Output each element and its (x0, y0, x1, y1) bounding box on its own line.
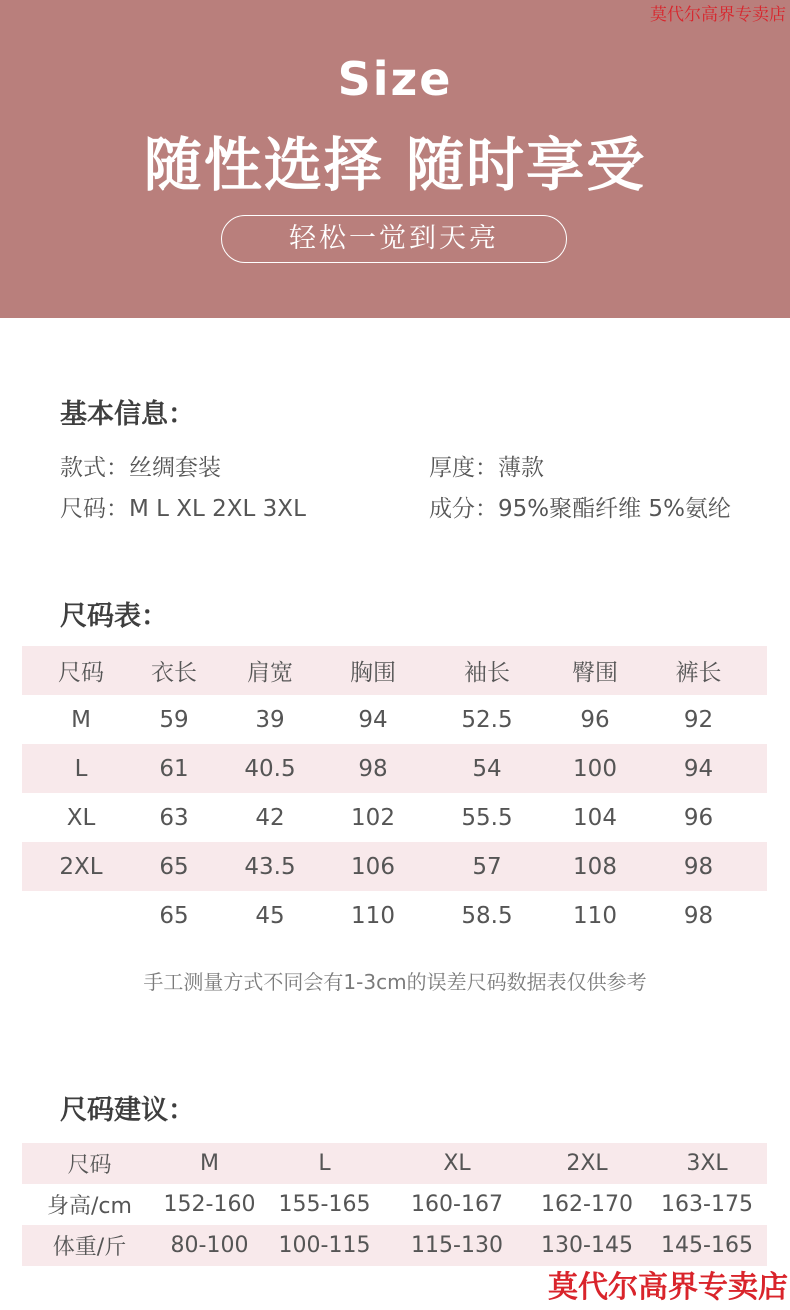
header-cell: 衣长 (140, 646, 208, 695)
table-cell (22, 891, 140, 940)
table-cell: L (22, 744, 140, 793)
header-banner (0, 0, 790, 318)
info-thickness: 厚度：薄款 (429, 455, 544, 481)
table-cell: 55.5 (461, 804, 513, 831)
header-cell: 臀围 (560, 646, 630, 695)
header-cell: 尺码 (22, 1143, 157, 1184)
table-cell: 63 (159, 804, 189, 831)
table-cell: 40.5 (208, 744, 332, 793)
header-cell: 尺码 (22, 646, 140, 695)
table-cell: 39 (255, 706, 285, 733)
table-cell: 98 (332, 744, 414, 793)
info-sizes: 尺码：M L XL 2XL 3XL (60, 496, 306, 522)
table-cell: 57 (414, 842, 560, 891)
header-cell: M (157, 1143, 262, 1184)
table-cell: M (71, 706, 91, 733)
table-cell: 65 (140, 842, 208, 891)
watermark-bottom: 莫代尔高界专卖店 (548, 1270, 788, 1305)
table-cell: 152-160 (163, 1192, 256, 1217)
table-cell: 61 (140, 744, 208, 793)
table-cell: 98 (630, 842, 767, 891)
table-row (22, 891, 767, 940)
table-cell: 110 (573, 902, 617, 929)
size-heading: Size (337, 52, 453, 106)
table-row (22, 695, 767, 744)
table-cell: 100-115 (262, 1225, 387, 1266)
table-cell: 110 (351, 902, 395, 929)
table-cell: 104 (573, 804, 617, 831)
table-cell: 163-175 (661, 1192, 753, 1217)
table-cell: 106 (332, 842, 414, 891)
table-cell: 102 (351, 804, 395, 831)
table-cell: 98 (683, 902, 714, 929)
table-cell: 100 (560, 744, 630, 793)
table-row (22, 1225, 767, 1266)
table-cell: 145-165 (647, 1225, 767, 1266)
table-cell: 80-100 (157, 1225, 262, 1266)
table-row (22, 793, 767, 842)
size-table-title: 尺码表： (60, 601, 168, 632)
table-cell: 155-165 (278, 1192, 371, 1217)
header-cell: XL (387, 1143, 527, 1184)
size-table-header-row (22, 646, 767, 695)
table-cell: 59 (159, 706, 189, 733)
table-cell: 52.5 (461, 706, 513, 733)
info-material: 成分：95%聚酯纤维 5%氨纶 (429, 496, 731, 522)
table-cell: 45 (255, 902, 285, 929)
table-cell: 42 (255, 804, 285, 831)
headline: 随性选择 随时享受 (143, 131, 647, 199)
table-cell: 96 (683, 804, 714, 831)
recommendation-title: 尺码建议： (60, 1095, 195, 1126)
table-cell: 94 (358, 706, 388, 733)
measurement-note: 手工测量方式不同会有1-3cm的误差尺码数据表仅供参考 (143, 970, 647, 994)
header-cell: 2XL (527, 1143, 647, 1184)
table-cell: 96 (580, 706, 610, 733)
recommendation-table (22, 1143, 767, 1266)
table-cell: 体重/斤 (22, 1225, 157, 1266)
table-cell: 162-170 (541, 1192, 633, 1217)
table-cell: 43.5 (208, 842, 332, 891)
table-cell: 130-145 (527, 1225, 647, 1266)
table-row (22, 1184, 767, 1225)
table-row (22, 744, 767, 793)
table-cell: 65 (159, 902, 189, 929)
table-cell: 115-130 (387, 1225, 527, 1266)
watermark-top: 莫代尔高界专卖店 (650, 5, 786, 25)
size-table (22, 646, 767, 940)
table-cell: 94 (630, 744, 767, 793)
table-cell: 108 (560, 842, 630, 891)
header-cell: 袖长 (414, 646, 560, 695)
table-cell: 2XL (22, 842, 140, 891)
header-cell: 3XL (647, 1143, 767, 1184)
header-cell: 肩宽 (208, 646, 332, 695)
table-cell: 160-167 (411, 1192, 503, 1217)
header-cell: L (262, 1143, 387, 1184)
header-cell: 胸围 (332, 646, 414, 695)
tagline-pill: 轻松一觉到天亮 (221, 215, 567, 263)
table-row (22, 842, 767, 891)
table-cell: 身高/cm (47, 1194, 132, 1219)
info-style: 款式：丝绸套装 (60, 455, 221, 481)
table-cell: 58.5 (461, 902, 513, 929)
table-cell: 92 (683, 706, 714, 733)
header-cell: 裤长 (630, 646, 767, 695)
basic-info-title: 基本信息： (60, 399, 195, 430)
recommendation-header-row (22, 1143, 767, 1184)
table-cell: XL (66, 804, 96, 831)
table-cell: 54 (414, 744, 560, 793)
